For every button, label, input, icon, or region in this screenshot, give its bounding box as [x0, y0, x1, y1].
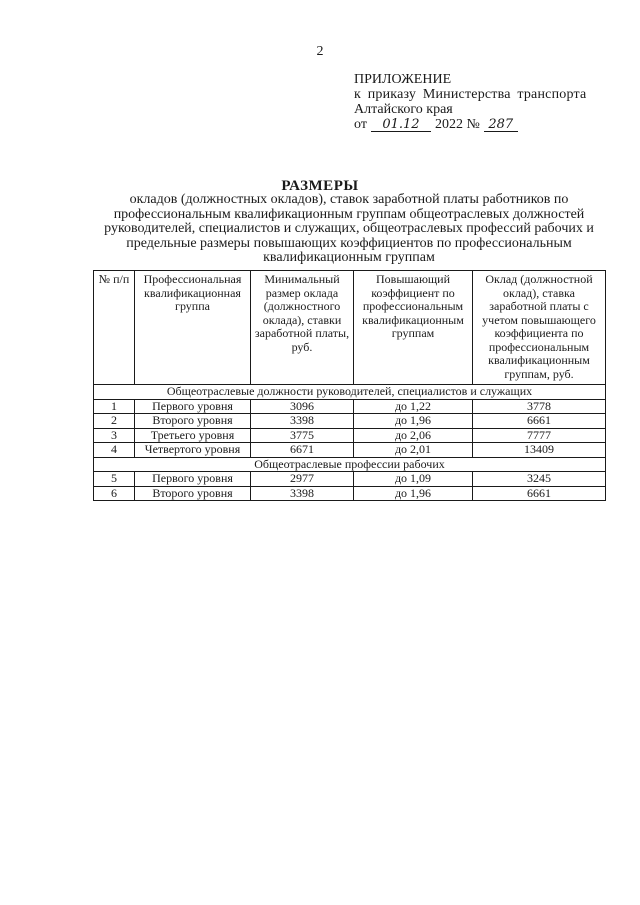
table-row	[94, 414, 606, 429]
row-group: Третьего уровня	[135, 428, 251, 443]
salary-table	[93, 270, 606, 501]
order-year: 2022	[434, 117, 463, 132]
appendix-block	[354, 72, 586, 132]
row-number: 5	[94, 472, 135, 487]
row-salary: 7777	[473, 428, 606, 443]
row-group: Второго уровня	[135, 414, 251, 429]
row-salary: 3778	[473, 399, 606, 414]
document-title: РАЗМЕРЫ	[281, 178, 359, 194]
table-row	[94, 486, 606, 501]
group-title-row	[94, 385, 606, 400]
row-coefficient: до 1,09	[354, 472, 473, 487]
appendix-region-line: Алтайского края	[354, 102, 453, 117]
header-minimum-salary: Минимальный размер оклада (должностного оклада), ставки заработной платы, руб.	[251, 271, 354, 385]
row-group: Первого уровня	[135, 472, 251, 487]
row-coefficient: до 1,22	[354, 399, 473, 414]
row-min-salary: 6671	[251, 443, 354, 458]
table-row	[94, 428, 606, 443]
handwritten-date: 01.12	[371, 118, 431, 132]
table-header-row	[94, 271, 606, 385]
row-number: 3	[94, 428, 135, 443]
row-salary: 13409	[473, 443, 606, 458]
header-salary-with-coefficient: Оклад (должностной оклад), ставка заработной платы с учетом повышающего коэффициента по профессиональным квалификационным группам, руб.	[473, 271, 606, 385]
appendix-heading: ПРИЛОЖЕНИЕ	[354, 72, 452, 87]
row-min-salary: 2977	[251, 472, 354, 487]
row-coefficient: до 1,96	[354, 414, 473, 429]
group-title: Общеотраслевые должности руководителей, специалистов и служащих	[94, 385, 606, 400]
row-number: 1	[94, 399, 135, 414]
handwritten-order-number: 287	[484, 118, 518, 132]
header-number: № п/п	[94, 271, 135, 385]
table-row	[94, 399, 606, 414]
row-group: Четвертого уровня	[135, 443, 251, 458]
appendix-date-line	[354, 117, 586, 132]
header-qualification-group: Профессиональная квалификационная группа	[135, 271, 251, 385]
date-prefix: от	[354, 117, 367, 132]
row-number: 6	[94, 486, 135, 501]
number-sign: №	[466, 117, 480, 132]
header-coefficient: Повышающий коэффициент по профессиональным квалификационным группам	[354, 271, 473, 385]
row-coefficient: до 2,01	[354, 443, 473, 458]
row-number: 2	[94, 414, 135, 429]
row-coefficient: до 2,06	[354, 428, 473, 443]
row-salary: 3245	[473, 472, 606, 487]
row-salary: 6661	[473, 414, 606, 429]
row-group: Первого уровня	[135, 399, 251, 414]
group-title: Общеотраслевые профессии рабочих	[94, 457, 606, 472]
row-coefficient: до 1,96	[354, 486, 473, 501]
row-min-salary: 3398	[251, 414, 354, 429]
row-min-salary: 3775	[251, 428, 354, 443]
page-number: 2	[316, 44, 324, 59]
row-salary: 6661	[473, 486, 606, 501]
row-min-salary: 3096	[251, 399, 354, 414]
row-number: 4	[94, 443, 135, 458]
row-group: Второго уровня	[135, 486, 251, 501]
table-row	[94, 443, 606, 458]
document-subtitle: окладов (должностных окладов), ставок заработной платы работников по профессиональным квалификационным группам общеотраслевых должностей руководителей, специалистов и служащих, общеотраслевых профессий рабочих и предельные размеры повышающих коэффициентов по профессиональным квалификационным группам	[104, 192, 594, 265]
group-title-row	[94, 457, 606, 472]
appendix-order-line: к приказу Министерства транспорта	[354, 87, 587, 102]
table-row	[94, 472, 606, 487]
row-min-salary: 3398	[251, 486, 354, 501]
